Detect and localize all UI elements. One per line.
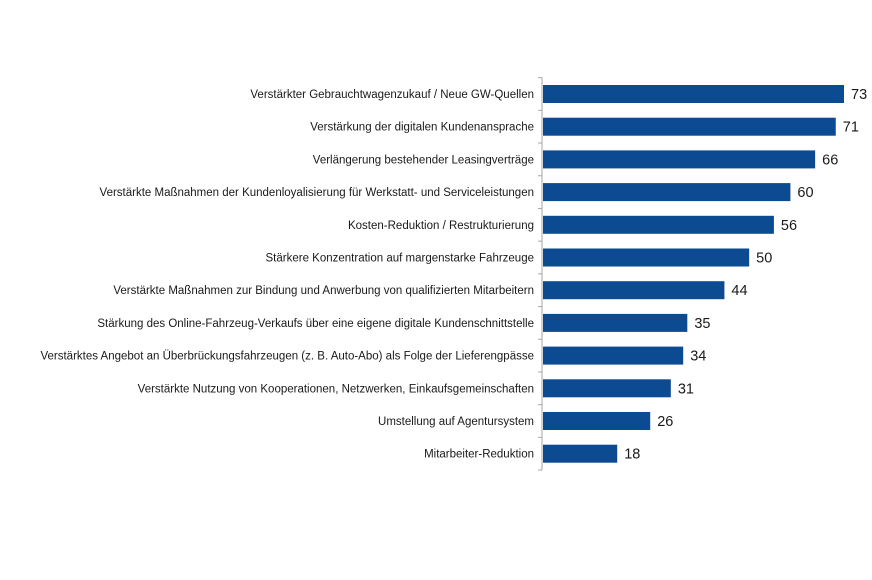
bar xyxy=(543,412,650,430)
value-label: 31 xyxy=(677,381,694,398)
value-label: 44 xyxy=(731,283,748,300)
category-label: Verstärkte Nutzung von Kooperationen, Netzwerken, Einkaufsgemeinschaften xyxy=(137,383,534,396)
value-label: 50 xyxy=(756,250,773,267)
category-label: Verlängerung bestehender Leasingverträge xyxy=(312,154,534,167)
bar xyxy=(543,216,774,234)
value-label: 60 xyxy=(797,185,814,202)
bar xyxy=(543,183,790,201)
bar xyxy=(543,379,671,397)
bar xyxy=(543,85,844,103)
value-labels xyxy=(624,87,867,463)
category-label: Kosten-Reduktion / Restrukturierung xyxy=(347,219,534,232)
bar xyxy=(543,347,683,365)
category-label: Verstärktes Angebot an Überbrückungsfahrzeugen (z. B. Auto-Abo) als Folge der Lieferengpässe xyxy=(40,350,534,363)
value-label: 71 xyxy=(842,119,859,136)
bar xyxy=(543,281,724,299)
value-label: 18 xyxy=(624,446,641,463)
category-axis xyxy=(538,78,542,470)
category-label: Mitarbeiter-Reduktion xyxy=(424,448,534,461)
value-label: 66 xyxy=(822,152,839,169)
bars-group xyxy=(543,85,844,463)
category-label: Verstärkte Maßnahmen der Kundenloyalisierung für Werkstatt- und Serviceleistungen xyxy=(99,187,534,200)
value-label: 35 xyxy=(694,315,711,332)
bar xyxy=(543,314,687,332)
category-labels xyxy=(40,89,534,461)
category-label: Stärkung des Online-Fahrzeug-Verkaufs über eine eigene digitale Kundenschnittstelle xyxy=(97,317,534,330)
category-label: Verstärkung der digitalen Kundenansprache xyxy=(310,121,534,134)
value-label: 34 xyxy=(690,348,707,365)
value-label: 73 xyxy=(851,87,868,103)
bar xyxy=(543,249,749,267)
bar xyxy=(543,150,815,168)
value-label: 56 xyxy=(780,217,798,234)
category-label: Verstärkter Gebrauchtwagenzukauf / Neue GW-Quellen xyxy=(250,89,534,101)
category-label: Verstärkte Maßnahmen zur Bindung und Anwerbung von qualifizierten Mitarbeitern xyxy=(113,285,534,298)
bar xyxy=(543,118,836,136)
category-label: Umstellung auf Agentursystem xyxy=(378,416,534,428)
bar xyxy=(543,445,617,463)
category-label: Stärkere Konzentration auf margenstarke Fahrzeuge xyxy=(265,252,534,265)
value-label: 26 xyxy=(657,414,674,430)
